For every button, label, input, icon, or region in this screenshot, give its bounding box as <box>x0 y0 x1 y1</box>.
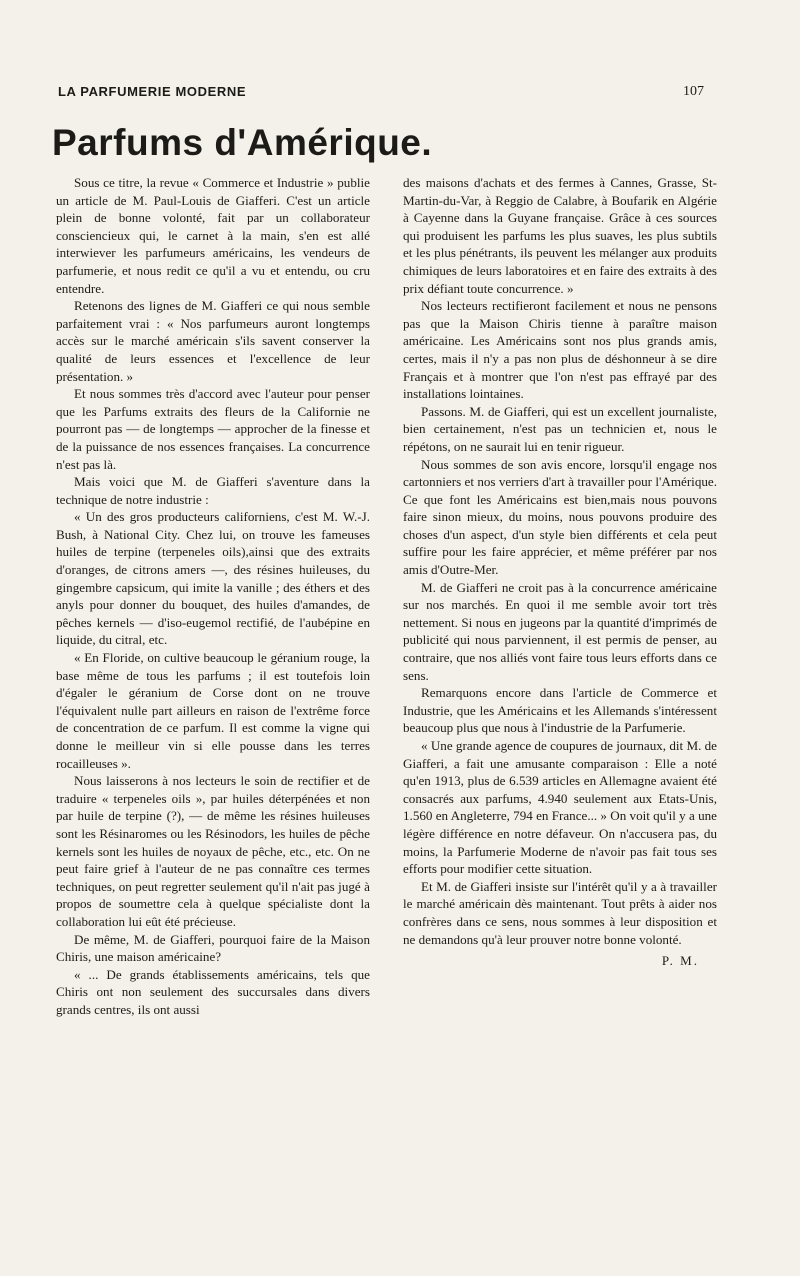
paragraph: Retenons des lignes de M. Giafferi ce qui nous semble parfaitement vrai : « Nos parfumeurs auront longtemps accès sur le marché américain s'ils savent conserver la qualité de leurs essences et l'excellence de leur présentation. » <box>56 298 370 384</box>
paragraph: Nous sommes de son avis encore, lorsqu'il engage nos cartonniers et nos verriers d'art à travailler pour l'Amérique. Ce que font les Américains est bien,mais nous pouvons faire sinon mieux, du moins, nous pouvons produire des choses d'un aspect, d'un style bien différents et cela peut suffire pour les faire apprécier, et même préférer par nos amis d'Outre-Mer. <box>403 456 717 578</box>
paragraph: M. de Giafferi ne croit pas à la concurrence américaine sur nos marchés. En quoi il me semble avoir tort très nettement. Si nous en jugeons par la quantité d'imprimés de publicité qui nous parviennent, il est permis de penser, au contraire, que nos alliés vont faire tous leurs efforts dans ce sens. <box>403 579 717 683</box>
paragraph: Nos lecteurs rectifieront facilement et nous ne pensons pas que la Maison Chiris tienne à paraître maison américaine. Les Américains sont nos plus grands amis, certes, mais il n'y a pas non plus de déshonneur à se dire Français et à montrer que l'on n'est pas effrayé par des installations lointaines. <box>403 298 717 402</box>
paragraph: « Un des gros producteurs californiens, c'est M. W.-J. Bush, à National City. Chez lui, on trouve les fameuses huiles de terpine (terpeneles oils),ainsi que des extraits d'oranges, de citrons amers —, des résines huileuses, du gingembre capsicum, qui imite la vanille ; des éthers et des anyls pour donner du bouquet, des huiles d'amandes, de pêches kernels — d'iso-eugemol rectifié, de l'aubépine en liquide, du citral, etc. <box>56 509 370 648</box>
paragraph: « ... De grands établissements américains, tels que Chiris ont non seulement des succursales dans divers grands centres, ils ont aussi <box>56 966 370 1017</box>
paragraph: Passons. M. de Giafferi, qui est un excellent journaliste, bien certainement, n'est pas un technicien et, nous le répétons, on ne saurait lui en tenir rigueur. <box>403 403 717 454</box>
paragraph: Nous laisserons à nos lecteurs le soin de rectifier et de traduire « terpeneles oils », par huiles déterpénées et non par huile de terpine (?), — de même les résines huileuses sont les Résinaromes ou les Résinodors, les huiles de pêche kernels sont les huiles de noyaux de pêche, etc., etc. On ne peut faire grief à l'auteur de ne pas connaître ces termes techniques, on peut regretter seulement qu'il n'ait pas jugé à propos de soumettre cela à quelque spécialiste dont la collaboration lui eût été précieuse. <box>56 773 370 929</box>
right-column <box>403 174 717 970</box>
page-number: 107 <box>683 84 704 99</box>
signature: P. M. <box>661 953 699 969</box>
paragraph: Et nous sommes très d'accord avec l'auteur pour penser que les Parfums extraits des fleurs de la Californie ne pourront pas — de longtemps — approcher de la finesse et de la puissance de nos essences françaises. La concurrence n'est pas là. <box>56 386 370 472</box>
paragraph: Sous ce titre, la revue « Commerce et Industrie » publie un article de M. Paul-Louis de Giafferi. C'est un article plein de bonne volonté, fait par un collaborateur consciencieux qui, le carnet à la main, s'en est allé interwiever les parfumeurs américains, les vendeurs de parfumerie, et nous redit ce qu'il a vu et entendu, ou cru entendre. <box>56 175 370 296</box>
article-title: Parfums d'Amérique. <box>52 122 433 163</box>
paragraph: Et M. de Giafferi insiste sur l'intérêt qu'il y a à travailler le marché américain dès maintenant. Tout prêts à aider nos confrères dans ce sens, nous sommes à leur disposition et ne demandons qu'à leur prouver notre bonne volonté. <box>403 878 717 947</box>
paragraph: De même, M. de Giafferi, pourquoi faire de la Maison Chiris, une maison américaine? <box>56 931 370 965</box>
paragraph: « Une grande agence de coupures de journaux, dit M. de Giafferi, a fait une amusante comparaison : Elle a noté qu'en 1913, plus de 6.539 articles en Allemagne avaient été consacrés aux parfums, 4.940 seulement aux Etats-Unis, 1.560 en Angleterre, 794 en France... » On voit qu'il y a une légère différence en notre défaveur. On n'accusera pas, du moins, la Parfumerie Moderne de n'avoir pas fait tous ses efforts pour modifier cette situation. <box>403 738 717 877</box>
paragraph: des maisons d'achats et des fermes à Cannes, Grasse, St-Martin-du-Var, à Reggio de Calabre, à Boufarik en Algérie à Cayenne dans la Guyane française. Grâce à ces sources qui produisent les parfums les plus suaves, les plus subtils et les plus pénétrants, ils peuvent les mélanger aux produits chimiques de leurs laboratoires et en faire des extraits à des prix défiant toute concurrence. » <box>403 175 717 296</box>
paragraph: Mais voici que M. de Giafferi s'aventure dans la technique de notre industrie : <box>56 474 370 507</box>
left-column <box>56 174 370 1019</box>
paragraph: Remarquons encore dans l'article de Commerce et Industrie, que les Américains et les Allemands s'intéressent beaucoup plus que nous à l'industrie de la Parfumerie. <box>403 685 717 736</box>
running-title: LA PARFUMERIE MODERNE <box>58 84 247 99</box>
paragraph: « En Floride, on cultive beaucoup le géranium rouge, la base même de tous les parfums ; il est toutefois loin d'égaler le géranium de Corse dont on ne trouve l'équivalent nulle part ailleurs en raison de l'extrême force de concentration de ce parfum. Il est comme la vigne qui donne le meilleur vin si elle pousse dans les terres rocailleuses ». <box>56 650 370 771</box>
